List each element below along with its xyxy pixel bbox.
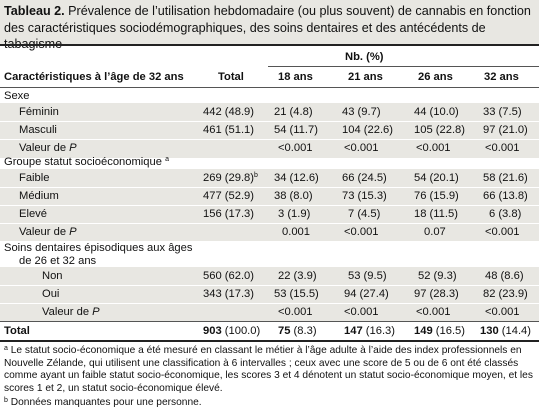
cell-18: 21 (4.8): [274, 106, 313, 118]
table-title-label: Tableau 2.: [4, 4, 65, 18]
total-value-rest: (16.5): [432, 325, 466, 337]
total-value-bold: 75: [278, 325, 291, 337]
total-value-bold: 147: [344, 325, 363, 337]
row-label: Masculi: [19, 124, 57, 136]
row-label: Elevé: [19, 208, 47, 220]
header-col-21: 21 ans: [348, 71, 383, 83]
cell-21: 73 (15.3): [342, 190, 387, 202]
cell-26: 44 (10.0): [414, 106, 459, 118]
cell-21: 104 (22.6): [342, 124, 393, 136]
cell-21: 53 (9.5): [348, 270, 387, 282]
cell-total: 442 (48.9): [203, 106, 254, 118]
p-value-prefix: Valeur de: [19, 142, 70, 154]
band-separator: [0, 205, 539, 206]
bottom-rule: [0, 340, 539, 342]
cell-26: 0.07: [424, 226, 446, 238]
header-characteristics: Caractéristiques à l’âge de 32 ans: [4, 71, 184, 83]
cell-total: 560 (62.0): [203, 270, 254, 282]
row-label: Faible: [19, 172, 50, 184]
row-label: Non: [42, 270, 63, 282]
cell-26: 105 (22.8): [414, 124, 465, 136]
row-label-p-value: [19, 141, 77, 155]
cell-18: 54 (11.7): [274, 124, 318, 136]
footnote-a: [0, 345, 539, 395]
total-value-bold: 149: [414, 325, 433, 337]
header-nb: Nb. (%): [345, 51, 384, 63]
cell-26: 54 (20.1): [414, 172, 459, 184]
total-value-bold: 130: [480, 325, 499, 337]
cell-21: <0.001: [344, 142, 379, 154]
top-rule: [0, 44, 539, 46]
footnote-marker: b: [4, 397, 8, 404]
cell-32: 58 (21.6): [483, 172, 528, 184]
total-label: Total: [4, 325, 30, 337]
row-label: Médium: [19, 190, 59, 202]
cell-total: [203, 171, 258, 185]
cell-total: 343 (17.3): [203, 288, 254, 300]
cell-18: <0.001: [278, 306, 313, 318]
cell-21: <0.001: [344, 226, 379, 238]
band-separator: [0, 285, 539, 286]
table-title-text: Prévalence de l’utilisation hebdomadaire (ou plus souvent) de cannabis en fonction des caractéristiques sociodémographiques, des soins dentaires et des antécédents de: [4, 4, 531, 35]
cell-21: 7 (4.5): [348, 208, 381, 220]
total-cell-26: [414, 324, 465, 338]
cell-26: <0.001: [416, 142, 451, 154]
header-rule: [0, 87, 539, 88]
cell-26: 97 (28.3): [414, 288, 459, 300]
total-value-rest: (14.4): [498, 325, 532, 337]
section-groupe-title: [4, 155, 169, 169]
groupe-title-text: Groupe statut socioéconomique: [4, 156, 162, 168]
band-separator: [0, 187, 539, 188]
cell-32: <0.001: [485, 226, 520, 238]
total-cell-21: [344, 324, 395, 338]
header-col-total: Total: [218, 71, 244, 83]
p-value-italic: P: [69, 142, 77, 154]
band-separator: [0, 223, 539, 224]
table-title: [0, 0, 539, 44]
footnote-b-text: Données manquantes pour une personne.: [10, 397, 202, 408]
p-value-prefix: Valeur de: [19, 226, 70, 238]
header-col-32: 32 ans: [484, 71, 519, 83]
section-sexe-title: Sexe: [4, 90, 30, 102]
cell-total: 156 (17.3): [203, 208, 254, 220]
header-col-26: 26 ans: [418, 71, 453, 83]
footnote-a-text: Le statut socio-économique a été mesuré en classant le métier à l’âge adulte à l’aide des index professionnels en Nouvelle Zélande, qui utilisent une classification à 6 intervalles ; ceux avec une score de 5 ou de 6 ont été classés comme ayant un faible statut socio-économique, les scores 3 et 4 dénotent un statut socio-économique moyen, et les scores 1 et 2, un statut socio-économique élevé.: [4, 345, 533, 394]
cell-18: 34 (12.6): [274, 172, 319, 184]
cell-32: 33 (7.5): [483, 106, 522, 118]
row-label: Féminin: [19, 106, 59, 118]
cell-18: 38 (8.0): [274, 190, 313, 202]
total-cell-18: [278, 324, 317, 338]
band-separator: [0, 121, 539, 122]
header-nb-rule: [268, 66, 539, 67]
p-value-italic: P: [69, 226, 77, 238]
footnote-marker: a: [165, 156, 169, 163]
cell-26: 52 (9.3): [418, 270, 457, 282]
band-separator: [0, 139, 539, 140]
section-soins-title-line1: Soins dentaires épisodiques aux âges: [4, 242, 193, 254]
header-col-18: 18 ans: [278, 71, 313, 83]
cell-18: 53 (15.5): [274, 288, 319, 300]
cell-18: <0.001: [278, 142, 313, 154]
total-value-rest: (8.3): [290, 325, 317, 337]
total-rule-top: [0, 321, 539, 322]
cell-32: <0.001: [485, 306, 520, 318]
cell-21: 66 (24.5): [342, 172, 387, 184]
cell-26: 18 (11.5): [414, 208, 458, 220]
cell-32: 66 (13.8): [483, 190, 528, 202]
row-label: Oui: [42, 288, 60, 300]
cell-total: 477 (52.9): [203, 190, 254, 202]
footnote-marker: b: [254, 172, 258, 179]
cell-total-value: 269 (29.8): [203, 172, 254, 184]
cell-21: 94 (27.4): [344, 288, 389, 300]
cell-32: 97 (21.0): [483, 124, 528, 136]
cell-32: 82 (23.9): [483, 288, 528, 300]
footnote-marker: a: [4, 345, 8, 352]
p-value-prefix: Valeur de: [42, 306, 93, 318]
band-separator: [0, 303, 539, 304]
cell-18: 3 (1.9): [278, 208, 311, 220]
cell-18: 0.001: [282, 226, 310, 238]
cell-26: 76 (15.9): [414, 190, 459, 202]
row-label-p-value: [42, 305, 100, 319]
cell-21: <0.001: [344, 306, 379, 318]
cell-21: 43 (9.7): [342, 106, 381, 118]
total-value-bold: 903: [203, 325, 222, 337]
total-value-rest: (16.3): [362, 325, 396, 337]
cell-32: 6 (3.8): [489, 208, 522, 220]
row-label-p-value: [19, 225, 77, 239]
footnote-b: [0, 397, 539, 410]
total-cell-32: [480, 324, 531, 338]
cell-32: <0.001: [485, 142, 520, 154]
section-soins-title-line2: de 26 et 32 ans: [19, 255, 97, 267]
total-cell-total: [203, 324, 260, 338]
cell-18: 22 (3.9): [278, 270, 317, 282]
cell-32: 48 (8.6): [485, 270, 524, 282]
total-value-rest: (100.0): [221, 325, 261, 337]
p-value-italic: P: [92, 306, 100, 318]
cell-26: <0.001: [416, 306, 451, 318]
cell-total: 461 (51.1): [203, 124, 254, 136]
